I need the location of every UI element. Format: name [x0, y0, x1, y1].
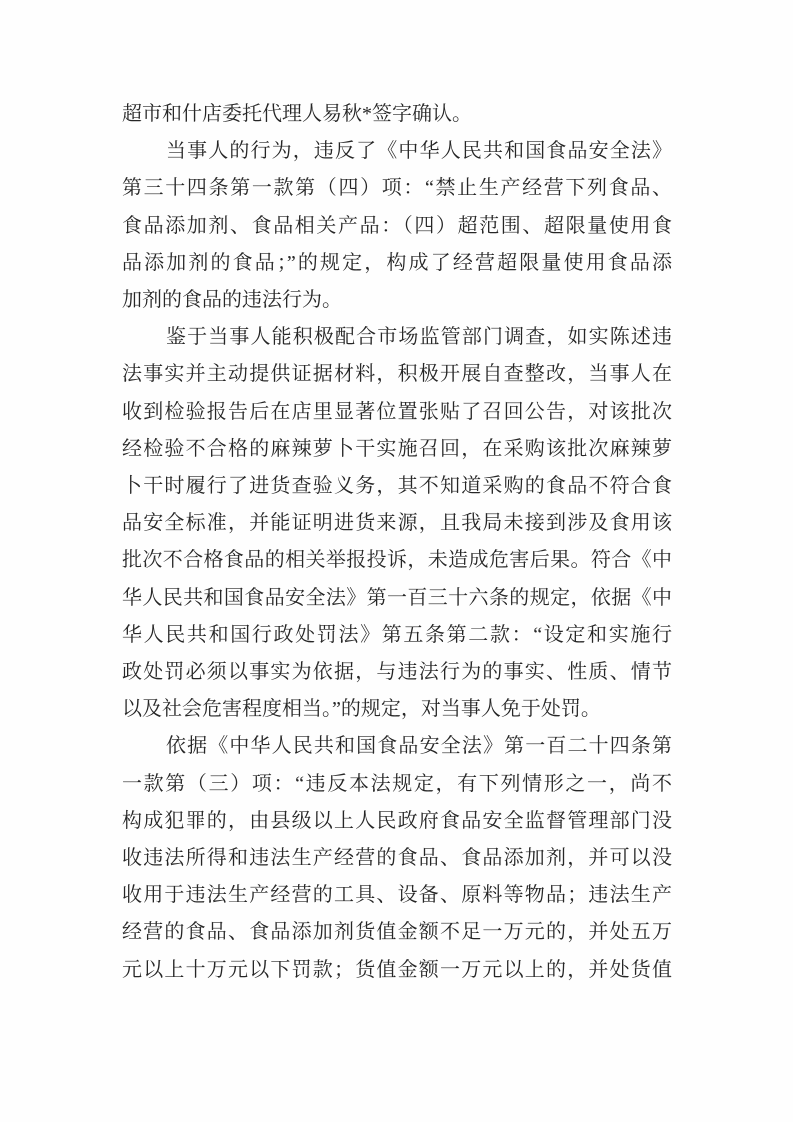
- document-body-text: [122, 96, 672, 989]
- text-line: 依据《中华人民共和国食品安全法》第一百二十四条第: [166, 735, 672, 758]
- text-line: 经检验不合格的麻辣萝卜干实施召回，在采购该批次麻辣萝: [122, 437, 672, 460]
- text-line: 当事人的行为，违反了《中华人民共和国食品安全法》: [166, 140, 672, 163]
- text-line: 卜干时履行了进货查验义务，其不知道采购的食品不符合食: [122, 475, 672, 498]
- text-line: 品添加剂的食品；”的规定，构成了经营超限量使用食品添: [122, 251, 672, 274]
- text-line: 华人民共和国行政处罚法》第五条第二款：“设定和实施行: [122, 623, 672, 646]
- text-line: 以及社会危害程度相当。”的规定，对当事人免于处罚。: [122, 698, 601, 721]
- text-line: 华人民共和国食品安全法》第一百三十六条的规定，依据《中: [122, 586, 672, 609]
- text-line: 品安全标准，并能证明进货来源，且我局未接到涉及食用该: [122, 512, 672, 535]
- text-line: 政处罚必须以事实为依据，与违法行为的事实、性质、情节: [122, 661, 672, 684]
- text-line: 超市和什店委托代理人易秋*签字确认。: [122, 103, 472, 125]
- text-line: 鉴于当事人能积极配合市场监管部门调查，如实陈述违: [166, 326, 672, 349]
- text-line: 加剂的食品的违法行为。: [122, 289, 342, 312]
- text-line: 元以上十万元以下罚款；货值金额一万元以上的，并处货值: [122, 958, 672, 981]
- text-line: 收用于违法生产经营的工具、设备、原料等物品；违法生产: [122, 884, 672, 907]
- text-line: 食品添加剂、食品相关产品：（四）超范围、超限量使用食: [122, 214, 672, 237]
- text-line: 一款第（三）项：“违反本法规定，有下列情形之一，尚不: [122, 772, 672, 795]
- text-line: 收到检验报告后在店里显著位置张贴了召回公告，对该批次: [122, 400, 672, 423]
- text-line: 第三十四条第一款第（四）项：“禁止生产经营下列食品、: [122, 177, 672, 200]
- text-line: 批次不合格食品的相关举报投诉，未造成危害后果。符合《中: [122, 549, 672, 572]
- text-line: 经营的食品、食品添加剂货值金额不足一万元的，并处五万: [122, 921, 672, 944]
- text-line: 构成犯罪的，由县级以上人民政府食品安全监督管理部门没: [122, 809, 672, 832]
- text-line: 收违法所得和违法生产经营的食品、食品添加剂，并可以没: [122, 847, 672, 870]
- text-line: 法事实并主动提供证据材料，积极开展自查整改，当事人在: [122, 363, 672, 386]
